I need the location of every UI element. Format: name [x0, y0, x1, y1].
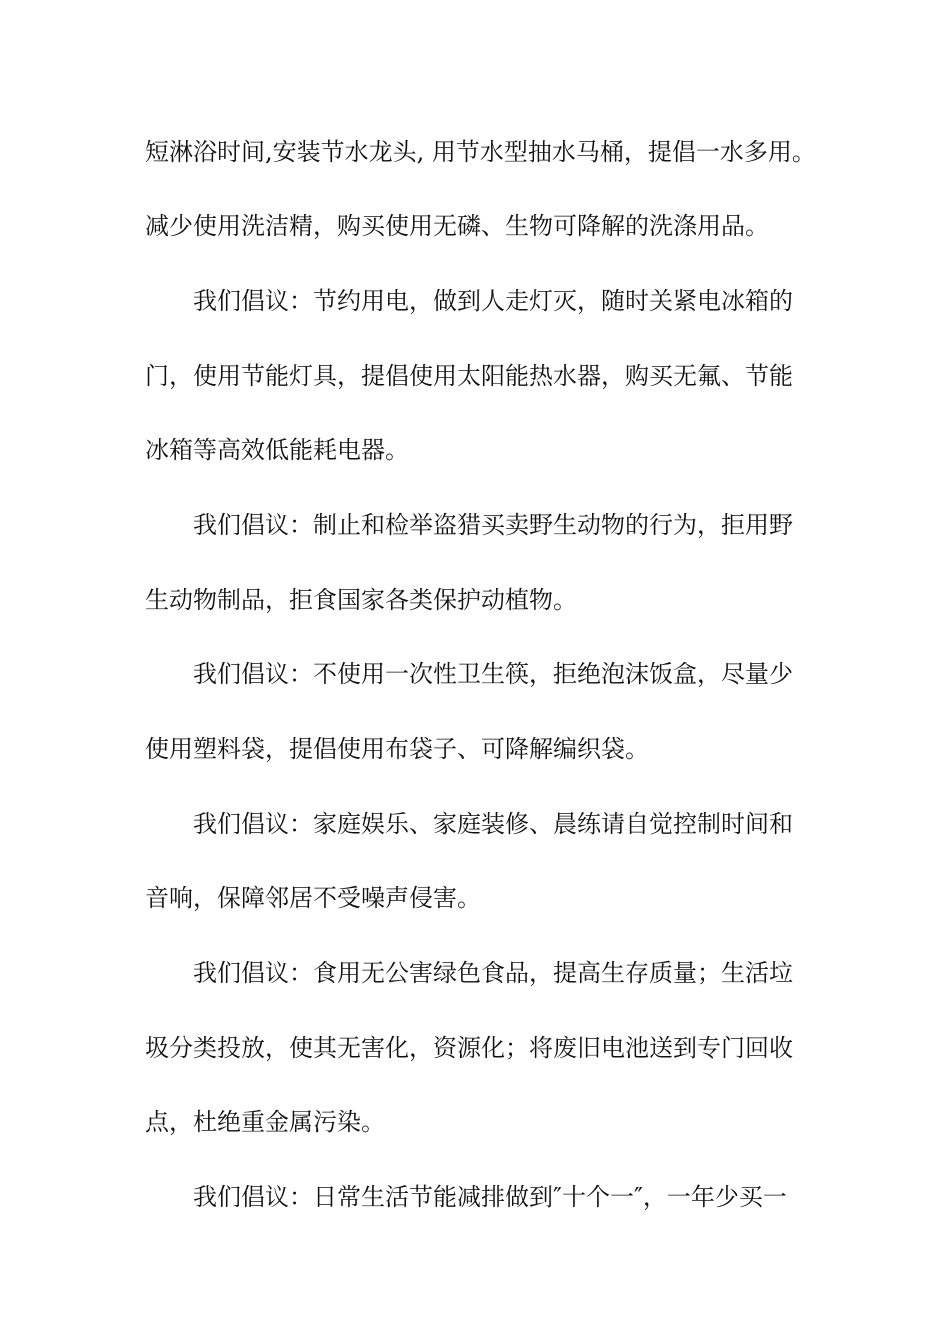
text-line: 圾分类投放，使其无害化，资源化；将废旧电池送到专门回收 [145, 1034, 793, 1062]
text-line: 冰箱等高效低能耗电器。 [145, 436, 409, 464]
paragraph-line-ten-ones: 我们倡议：日常生活节能减排做到″十个一″，一年少买一 [193, 1183, 787, 1211]
text-line: 点，杜绝重金属污染。 [145, 1108, 385, 1136]
text-line: 使用塑料袋，提倡使用布袋子、可降解编织袋。 [145, 735, 649, 763]
text-line: 生动物制品，拒食国家各类保护动植物。 [145, 586, 577, 614]
paragraph-line-disposables: 我们倡议：不使用一次性卫生筷，拒绝泡沫饭盒，尽量少 [193, 660, 793, 688]
paragraph-line-food-waste: 我们倡议：食用无公害绿色食品，提高生存质量；生活垃 [193, 959, 793, 987]
text-line: 音响，保障邻居不受噪声侵害。 [145, 884, 481, 912]
text-line: 短淋浴时间,安装节水龙头, 用节水型抽水马桶，提倡一水多用。 [145, 138, 816, 166]
paragraph-line-electricity: 我们倡议：节约用电，做到人走灯灭，随时关紧电冰箱的 [193, 287, 793, 315]
paragraph-line-wildlife: 我们倡议：制止和检举盗猎买卖野生动物的行为，拒用野 [193, 511, 793, 539]
paragraph-line-noise: 我们倡议：家庭娱乐、家庭装修、晨练请自觉控制时间和 [193, 810, 793, 838]
text-line: 门，使用节能灯具，提倡使用太阳能热水器，购买无氟、节能 [145, 362, 793, 390]
text-line: 减少使用洗洁精，购买使用无磷、生物可降解的洗涤用品。 [145, 212, 769, 240]
